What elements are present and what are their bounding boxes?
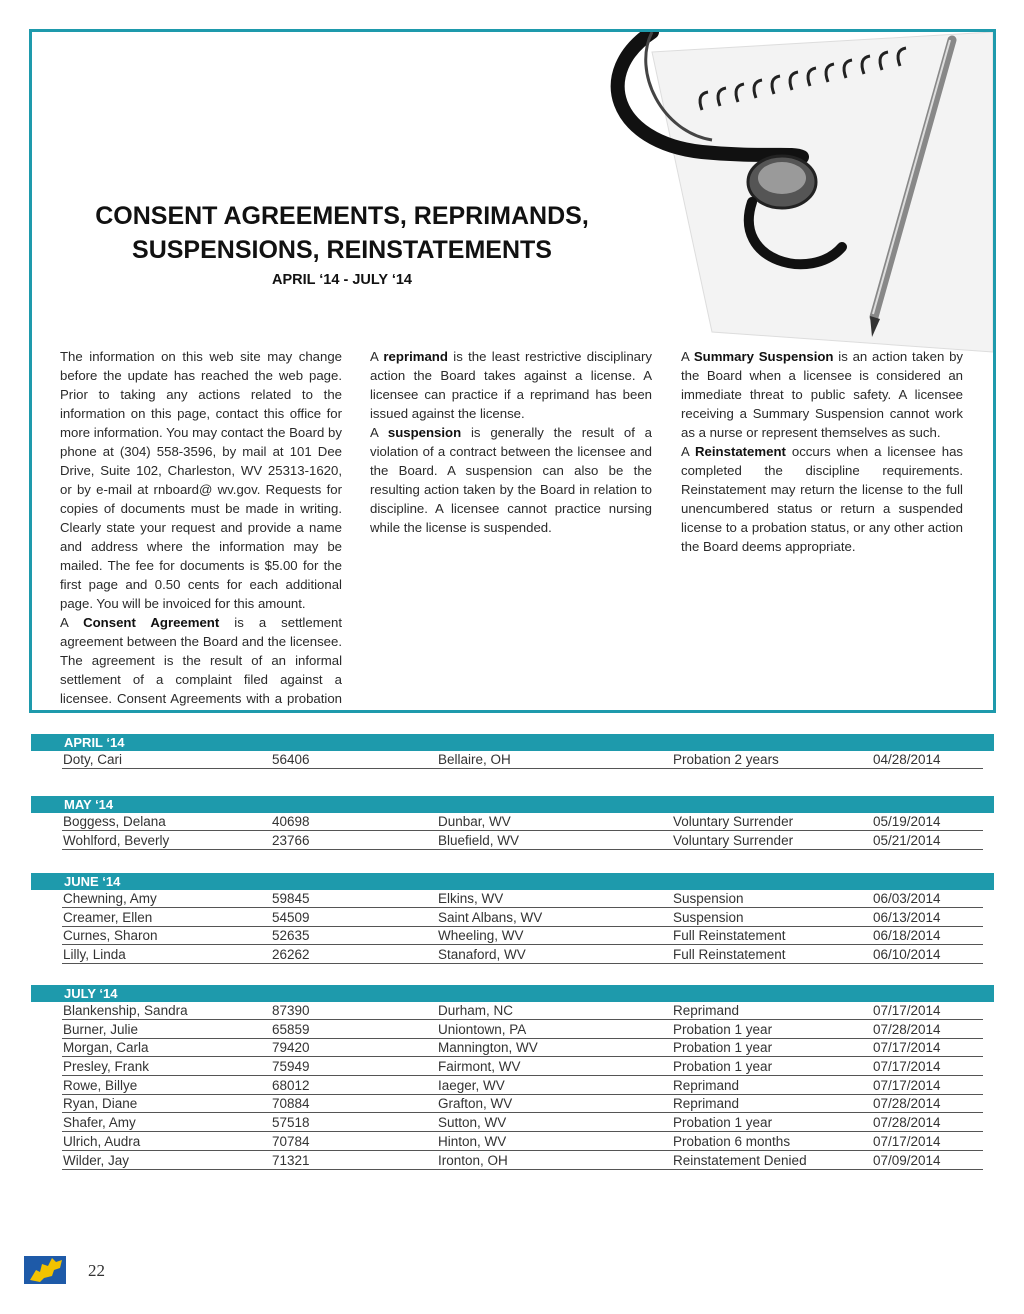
table-row: Blankenship, Sandra 87390 Durham, NC Reprimand 07/17/2014 xyxy=(31,1002,994,1021)
table-row: Curnes, Sharon 52635 Wheeling, WV Full Reinstatement 06/18/2014 xyxy=(31,927,994,946)
title-line-1: CONSENT AGREEMENTS, REPRIMANDS, xyxy=(95,202,589,230)
intro-paragraph-reprimand: A reprimand is the least restrictive disciplinary action the Board takes against a license. A licensee can practice if a reprimand has been issued against the license. xyxy=(370,349,653,421)
month-section-june xyxy=(31,873,994,965)
date-range-subtitle: APRIL ‘14 - JULY ‘14 xyxy=(272,272,412,288)
page-number: 22 xyxy=(88,1261,105,1280)
stethoscope-pen-illustration xyxy=(592,32,993,372)
month-section-april xyxy=(31,734,994,770)
intro-column-3 xyxy=(681,347,963,556)
table-row: Rowe, Billye 68012 Iaeger, WV Reprimand 07/17/2014 xyxy=(31,1077,994,1096)
intro-frame xyxy=(29,29,996,713)
intro-column-1 xyxy=(60,347,342,713)
month-header: MAY ‘14 xyxy=(31,796,994,813)
intro-paragraph-suspension: A suspension is generally the result of a violation of a contract between the licensee and the Board. A suspension can also be the resulting action taken by the Board in relation to discipline. A licensee cannot practice nursing while the license is suspended. xyxy=(370,425,653,535)
intro-paragraph-reinstatement: A Reinstatement occurs when a licensee has completed the discipline requirements. Reinstatement may return the license to the full unencumbered status or return a suspended license to a probation status, or any other action the Board deems appropriate. xyxy=(681,444,964,554)
table-row: Wilder, Jay 71321 Ironton, OH Reinstatement Denied 07/09/2014 xyxy=(31,1152,994,1171)
intro-column-2 xyxy=(370,347,652,537)
table-row: Boggess, Delana 40698 Dunbar, WV Voluntary Surrender 05/19/2014 xyxy=(31,813,994,832)
page-title xyxy=(52,199,632,267)
month-header: JULY ‘14 xyxy=(31,985,994,1002)
intro-paragraph-disclaimer: The information on this web site may change before the update has reached the web page. Prior to taking any actions related to the information on this page, contact this office for more information. You may contact the Board by phone at (304) 558-3596, by mail at 101 Dee Drive, Suite 102, Charleston, WV 25313-1620, or by e-mail at rnboard@ wv.gov. Requests for copies of documents must be made in writing. Clearly state your request and provide a name and address where the information may be mailed. The fee for documents is $5.00 for the first page and 0.50 cents for each additional page. You will be invoiced for this amount. xyxy=(60,349,342,611)
title-line-2: SUSPENSIONS, REINSTATEMENTS xyxy=(132,236,552,264)
table-row: Burner, Julie 65859 Uniontown, PA Probation 1 year 07/28/2014 xyxy=(31,1021,994,1040)
table-row: Presley, Frank 75949 Fairmont, WV Probation 1 year 07/17/2014 xyxy=(31,1058,994,1077)
month-section-may xyxy=(31,796,994,850)
intro-paragraph-consent-agreement: A Consent Agreement is a settlement agreement between the Board and the licensee. The agreement is the result of an informal settlement of a complaint filed against a licensee. Consent Agreements with a probation xyxy=(60,615,343,706)
table-row: Morgan, Carla 79420 Mannington, WV Probation 1 year 07/17/2014 xyxy=(31,1039,994,1058)
west-virginia-state-icon xyxy=(22,1252,68,1286)
table-row: Creamer, Ellen 54509 Saint Albans, WV Suspension 06/13/2014 xyxy=(31,909,994,928)
table-row: Ulrich, Audra 70784 Hinton, WV Probation 6 months 07/17/2014 xyxy=(31,1133,994,1152)
table-row: Chewning, Amy 59845 Elkins, WV Suspension 06/03/2014 xyxy=(31,890,994,909)
month-header: APRIL ‘14 xyxy=(31,734,994,751)
table-row: Wohlford, Beverly 23766 Bluefield, WV Voluntary Surrender 05/21/2014 xyxy=(31,832,994,851)
month-header: JUNE ‘14 xyxy=(31,873,994,890)
table-row: Doty, Cari 56406 Bellaire, OH Probation 2 years 04/28/2014 xyxy=(31,751,994,770)
month-section-july xyxy=(31,985,994,1170)
table-row: Lilly, Linda 26262 Stanaford, WV Full Reinstatement 06/10/2014 xyxy=(31,946,994,965)
intro-paragraph-summary-suspension: A Summary Suspension is an action taken by the Board when a licensee is considered an immediate threat to public safety. A licensee receiving a Summary Suspension cannot work as a nurse or represent themselves as such. xyxy=(681,349,964,440)
table-row: Ryan, Diane 70884 Grafton, WV Reprimand 07/28/2014 xyxy=(31,1095,994,1114)
table-row: Shafer, Amy 57518 Sutton, WV Probation 1 year 07/28/2014 xyxy=(31,1114,994,1133)
